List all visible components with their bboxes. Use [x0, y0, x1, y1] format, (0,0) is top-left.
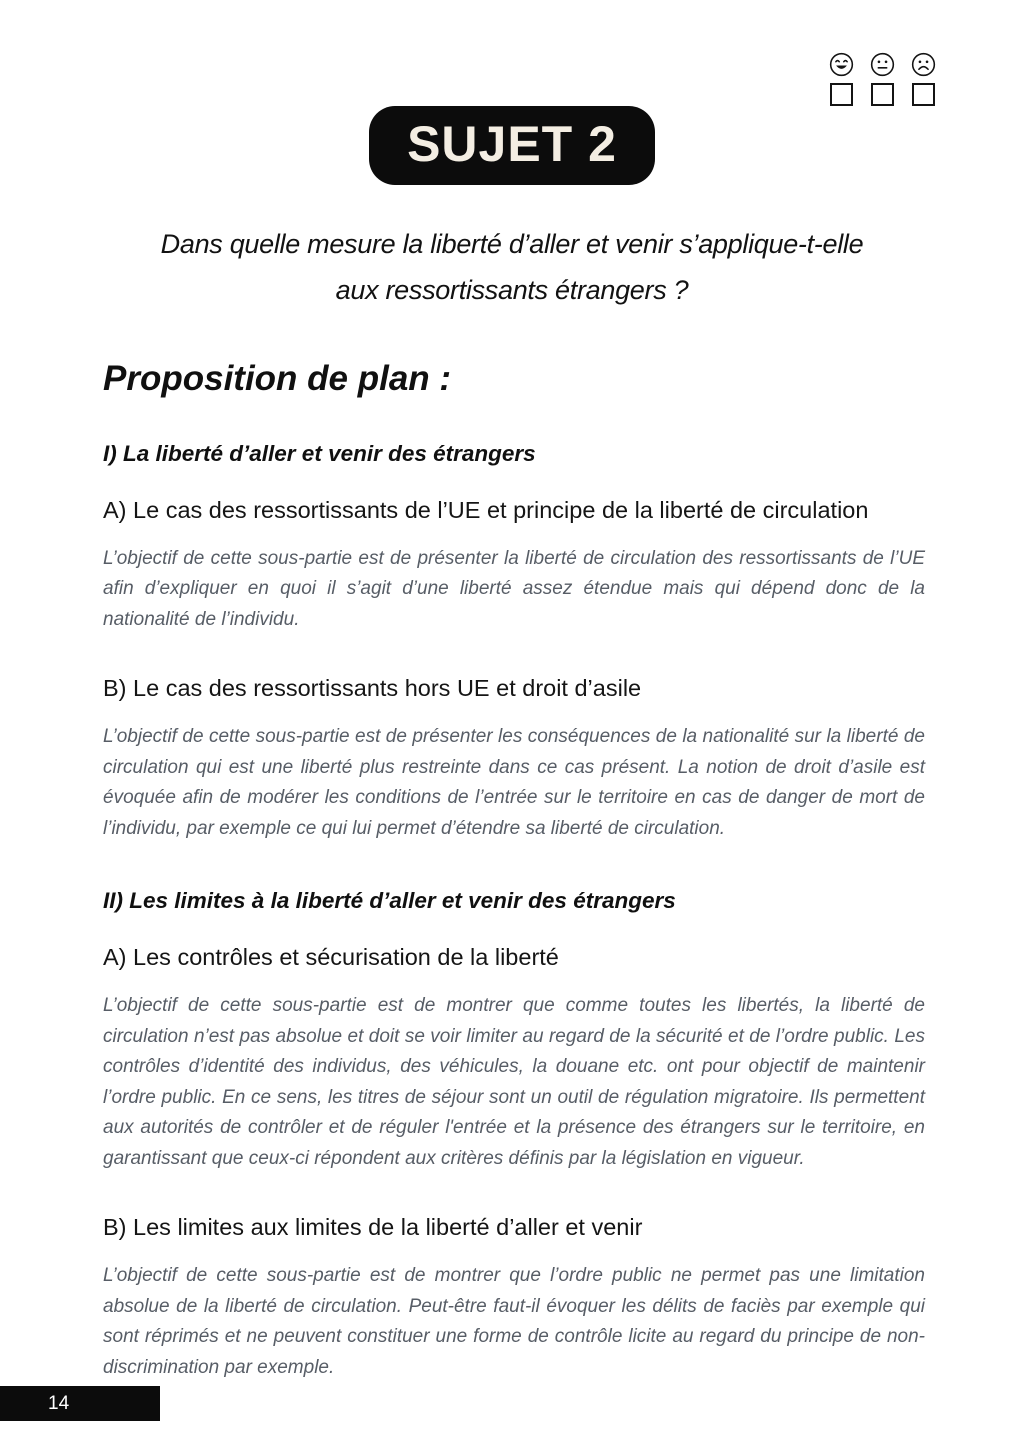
happy-checkbox[interactable]	[830, 83, 853, 106]
feedback-option-sad	[911, 52, 936, 106]
subject-question	[0, 221, 1024, 313]
neutral-checkbox[interactable]	[871, 83, 894, 106]
happy-face-icon	[829, 52, 854, 77]
feedback-option-neutral	[870, 52, 895, 106]
feedback-rating	[829, 52, 936, 106]
page-number-box	[0, 1386, 160, 1421]
sad-checkbox[interactable]	[912, 83, 935, 106]
section-1-sub-a-heading: A) Le cas des ressortissants de l’UE et principe de la liberté de circulation	[103, 496, 869, 523]
section-1-sub-a-body: L’objectif de cette sous-partie est de présenter la liberté de circulation des ressortissants de l’UE afin d’expliquer en quoi il s’agit d’une liberté assez étendue mais qui dépend donc de la nationalité de l’individu.	[103, 547, 925, 630]
page-number: 14	[48, 1392, 70, 1414]
section-1-sub-b-heading: B) Le cas des ressortissants hors UE et droit d’asile	[103, 675, 642, 701]
neutral-face-icon	[870, 52, 895, 77]
section-2-heading: II) Les limites à la liberté d’aller et venir des étrangers	[103, 888, 676, 913]
feedback-option-happy	[829, 52, 854, 106]
section-2-sub-b-body: L’objectif de cette sous-partie est de montrer que l’ordre public ne permet pas une limitation absolue de la liberté de circulation. Peut-être faut-il évoquer les délits de faciès par exemple qui sont réprimés et ne peuvent constituer une forme de contrôle licite au regard du principe de non-discrimination par exemple.	[103, 1265, 925, 1378]
plan-content	[0, 359, 1024, 1384]
subject-question-line2: aux ressortissants étrangers ?	[335, 274, 689, 305]
section-1-heading: I) La liberté d’aller et venir des étrangers	[103, 440, 536, 466]
section-2-sub-a-body: L’objectif de cette sous-partie est de montrer que comme toutes les libertés, la liberté de circulation n’est pas absolue et doit se voir limiter au regard de la sécurité et de l’ordre public. Les contrôles d’identité des individus, des véhicules, la douane etc. ont pour objectif de maintenir l’ordre public. En ce sens, les titres de séjour sont un outil de régulation migratoire. Ils permettent aux autorités de contrôler et de réguler l'entrée et la présence des étrangers sur le territoire, en garantissant que ceux-ci répondent aux critères définis par la législation en vigueur.	[103, 995, 925, 1169]
subject-badge: SUJET 2	[369, 106, 655, 185]
plan-title: Proposition de plan :	[103, 358, 452, 398]
subject-question-line1: Dans quelle mesure la liberté d’aller et venir s’applique-t-elle	[160, 228, 864, 259]
section-1-sub-b-body: L’objectif de cette sous-partie est de présenter les conséquences de la nationalité sur la liberté de circulation qui est une liberté plus restreinte dans ce cas présent. La notion de droit d’asile est évoquée afin de modérer les conditions de l’entrée sur le territoire en cas de danger de mort de l’individu, par exemple ce qui lui permet d’étendre sa liberté de circulation.	[103, 726, 925, 839]
sad-face-icon	[911, 52, 936, 77]
section-2-sub-b-heading: B) Les limites aux limites de la liberté d’aller et venir	[103, 1214, 643, 1240]
section-2-sub-a-heading: A) Les contrôles et sécurisation de la liberté	[103, 944, 559, 970]
